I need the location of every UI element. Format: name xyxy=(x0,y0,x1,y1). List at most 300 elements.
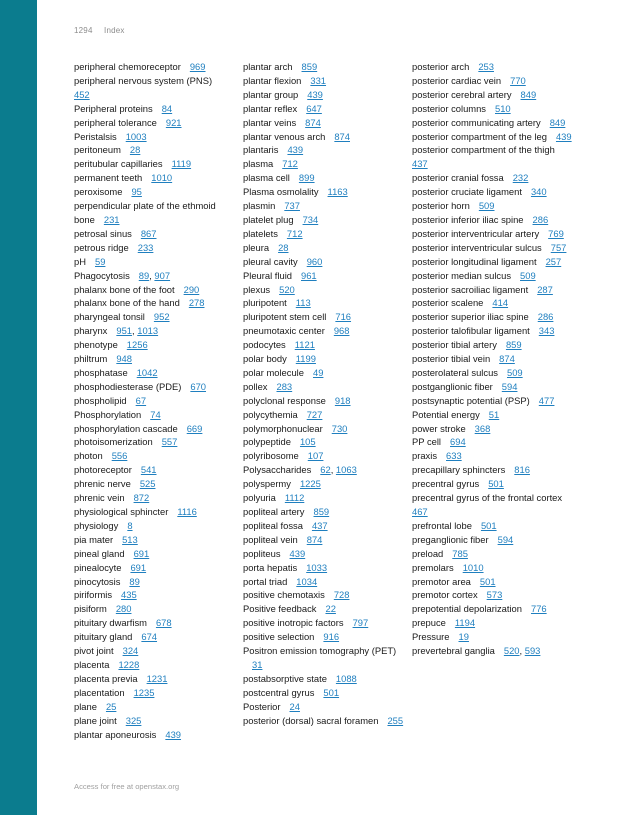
index-entry xyxy=(243,60,405,74)
index-term: prefrontal lobe xyxy=(412,519,472,531)
index-entry xyxy=(412,394,574,408)
index-term: precentral gyrus xyxy=(412,478,480,490)
page-link[interactable]: 593 xyxy=(524,645,541,657)
page-link[interactable]: 8 xyxy=(127,519,133,531)
index-term: plantaris xyxy=(243,144,279,156)
index-term: posterior cerebral artery xyxy=(412,88,512,100)
page-link[interactable]: 951 xyxy=(116,325,133,337)
page-link[interactable]: 343 xyxy=(538,325,555,337)
index-term: placenta xyxy=(74,658,110,670)
page-link[interactable]: 918 xyxy=(334,394,351,406)
page-link[interactable]: 28 xyxy=(129,144,141,156)
page-link[interactable]: 776 xyxy=(530,603,547,615)
page-link[interactable]: 594 xyxy=(497,533,514,545)
page-link[interactable]: 19 xyxy=(458,631,469,643)
page-link[interactable]: 22 xyxy=(325,603,336,615)
index-entry xyxy=(243,672,405,686)
page-link[interactable]: 67 xyxy=(135,394,147,406)
index-entry xyxy=(74,435,236,449)
index-entry xyxy=(412,283,574,297)
page-link[interactable]: 501 xyxy=(323,686,340,698)
page-link[interactable]: 24 xyxy=(289,700,300,712)
index-term: popliteal artery xyxy=(243,506,305,517)
index-term: positive chemotaxis xyxy=(243,589,325,601)
page-link[interactable]: 694 xyxy=(450,436,466,448)
page-link[interactable]: 916 xyxy=(323,631,340,643)
index-term: plantar venous arch xyxy=(243,130,326,142)
page-link[interactable]: 439 xyxy=(287,144,304,156)
page-link[interactable]: 501 xyxy=(479,575,496,587)
page-link[interactable]: 368 xyxy=(474,422,491,434)
page-link[interactable]: 859 xyxy=(505,339,522,351)
index-term: pineal gland xyxy=(74,547,125,559)
page-link[interactable]: 509 xyxy=(506,366,523,378)
index-term: popliteus xyxy=(243,547,281,559)
index-term: platelet plug xyxy=(243,213,294,225)
index-term: plantar veins xyxy=(243,116,297,128)
index-term: petrosal sinus xyxy=(74,227,132,239)
page-link[interactable]: 231 xyxy=(103,213,120,225)
index-entry xyxy=(74,60,236,74)
page-link[interactable]: 1033 xyxy=(306,561,328,573)
page-link[interactable]: 113 xyxy=(295,297,311,309)
page-link[interactable]: 670 xyxy=(190,380,207,392)
index-entry xyxy=(412,227,574,241)
index-entry xyxy=(243,74,405,88)
index-term: posterior longitudinal ligament xyxy=(412,255,537,267)
index-term: Positive feedback xyxy=(243,603,317,615)
page-link[interactable]: 1119 xyxy=(171,158,192,170)
page-link[interactable]: 513 xyxy=(122,533,138,545)
index-column-2 xyxy=(243,60,405,728)
index-term: pollex xyxy=(243,380,268,392)
page-link[interactable]: 107 xyxy=(307,450,324,462)
index-term: posterolateral sulcus xyxy=(412,366,498,378)
index-term: pinocytosis xyxy=(74,575,121,587)
page-link[interactable]: 25 xyxy=(105,700,117,712)
page-link[interactable]: 255 xyxy=(387,714,404,726)
index-term: posterior median sulcus xyxy=(412,269,512,281)
index-term: posterior compartment of the thigh xyxy=(412,144,555,156)
page-link[interactable]: 859 xyxy=(301,61,318,72)
page-link[interactable]: 510 xyxy=(495,102,511,114)
page-link[interactable]: 525 xyxy=(139,478,156,490)
index-term: posterior (dorsal) sacral foramen xyxy=(243,714,379,726)
page-link[interactable]: 287 xyxy=(537,283,553,295)
page-link[interactable]: 1228 xyxy=(118,658,140,670)
index-term: posterior columns xyxy=(412,102,486,114)
page-link[interactable]: 1121 xyxy=(294,339,315,351)
page-link[interactable]: 757 xyxy=(550,241,567,253)
index-term: power stroke xyxy=(412,422,466,434)
index-term: polar molecule xyxy=(243,366,304,378)
index-entry xyxy=(412,630,574,644)
page-link[interactable]: 1225 xyxy=(299,478,321,490)
index-term: photoreceptor xyxy=(74,464,132,476)
index-term: pisiform xyxy=(74,603,107,615)
page-link[interactable]: 669 xyxy=(186,422,203,434)
page-link[interactable]: 51 xyxy=(488,408,500,420)
index-entry xyxy=(412,102,574,116)
page-link[interactable]: 324 xyxy=(122,645,139,657)
index-entry xyxy=(412,310,574,324)
index-entry xyxy=(74,533,236,547)
index-term: plasma cell xyxy=(243,172,290,184)
index-entry xyxy=(74,519,236,533)
index-term: postsynaptic potential (PSP) xyxy=(412,394,530,406)
index-entry xyxy=(243,700,405,714)
page-link[interactable]: 509 xyxy=(520,269,536,281)
index-term: posterior tibial vein xyxy=(412,353,491,365)
index-term: photon xyxy=(74,450,103,462)
page-link[interactable]: 59 xyxy=(94,255,106,267)
page-link[interactable]: 509 xyxy=(478,200,495,212)
page-link[interactable]: 849 xyxy=(520,88,537,100)
index-term: Plasma osmolality xyxy=(243,186,319,198)
page-link[interactable]: 439 xyxy=(165,728,182,740)
page-link[interactable]: 74 xyxy=(150,408,161,420)
index-term: plantar aponeurosis xyxy=(74,728,157,740)
page-link[interactable]: 727 xyxy=(306,408,323,420)
page-link[interactable]: 62 xyxy=(320,464,331,476)
page-link[interactable]: 541 xyxy=(140,464,157,476)
index-entry xyxy=(74,394,236,408)
index-entry xyxy=(243,463,405,477)
index-entry xyxy=(74,380,236,394)
page-link[interactable]: 1235 xyxy=(133,686,155,698)
index-entry xyxy=(243,394,405,408)
index-term: plantar group xyxy=(243,88,299,100)
page-link[interactable]: 439 xyxy=(555,130,572,142)
page-link[interactable]: 414 xyxy=(492,297,509,309)
page-link[interactable]: 691 xyxy=(133,547,150,559)
page-link[interactable]: 961 xyxy=(301,269,317,281)
index-term: popliteal fossa xyxy=(243,519,303,531)
index-entry xyxy=(243,449,405,463)
index-entry xyxy=(412,116,574,130)
index-entry xyxy=(74,171,236,185)
index-entry xyxy=(74,547,236,561)
index-term: polyuria xyxy=(243,492,276,504)
page-link[interactable]: 89 xyxy=(129,575,140,587)
index-term: physiology xyxy=(74,519,119,531)
index-entry xyxy=(74,422,236,436)
page-link[interactable]: 867 xyxy=(140,227,157,239)
index-term: peripheral nervous system (PNS) xyxy=(74,74,213,86)
page-link[interactable]: 232 xyxy=(512,172,529,184)
index-entry xyxy=(243,338,405,352)
index-term: physiological sphincter xyxy=(74,506,169,517)
page-link[interactable]: 1088 xyxy=(335,672,357,684)
index-term: polar body xyxy=(243,353,287,365)
page-link[interactable]: 907 xyxy=(154,269,171,281)
index-entry xyxy=(412,435,574,449)
page-link[interactable]: 520 xyxy=(503,645,520,657)
page-link[interactable]: 278 xyxy=(188,297,205,309)
index-entry xyxy=(74,700,236,714)
page-link[interactable]: 678 xyxy=(155,617,172,629)
index-term: posterior inferior iliac spine xyxy=(412,213,524,225)
index-term: precapillary sphincters xyxy=(412,464,506,476)
index-term: posterior cranial fossa xyxy=(412,172,504,184)
index-entry xyxy=(243,533,405,547)
page-link[interactable]: 594 xyxy=(501,380,518,392)
page-footer: Access for free at openstax.org xyxy=(74,782,180,791)
page-link[interactable]: 253 xyxy=(478,61,494,72)
page-link[interactable]: 960 xyxy=(306,255,323,267)
index-term: plantar reflex xyxy=(243,102,298,114)
index-term: Pressure xyxy=(412,631,450,643)
page-link[interactable]: 734 xyxy=(302,213,319,225)
index-entry xyxy=(412,602,574,616)
index-term: posterior tibial artery xyxy=(412,339,497,351)
index-entry xyxy=(412,60,574,74)
index-entry xyxy=(74,449,236,463)
page-link[interactable]: 952 xyxy=(153,311,170,323)
index-term: phosphatase xyxy=(74,366,128,378)
page-link[interactable]: 1063 xyxy=(335,464,357,476)
index-entry xyxy=(74,130,236,144)
index-term: postganglionic fiber xyxy=(412,380,493,392)
index-term: polymorphonuclear xyxy=(243,422,323,434)
page-link[interactable]: 437 xyxy=(311,519,328,531)
index-term: positive selection xyxy=(243,631,315,643)
page-link[interactable]: 1256 xyxy=(126,339,148,351)
page-separator: , xyxy=(149,269,155,281)
index-entry xyxy=(74,561,236,575)
index-entry xyxy=(74,116,236,130)
index-entry xyxy=(412,143,574,171)
index-term: posterior scalene xyxy=(412,297,484,309)
index-entry xyxy=(74,255,236,269)
index-entry xyxy=(243,171,405,185)
index-entry xyxy=(74,157,236,171)
page-link[interactable]: 1194 xyxy=(454,617,476,629)
index-entry xyxy=(243,588,405,602)
page-link[interactable]: 1199 xyxy=(295,353,316,365)
index-term: plantar arch xyxy=(243,61,293,72)
index-entry xyxy=(243,283,405,297)
page-link[interactable]: 283 xyxy=(276,380,293,392)
page-link[interactable]: 49 xyxy=(312,366,324,378)
index-entry xyxy=(74,658,236,672)
index-term: pivot joint xyxy=(74,645,114,657)
index-term: prepuce xyxy=(412,617,446,629)
index-term: piriformis xyxy=(74,589,113,601)
index-term: pituitary dwarfism xyxy=(74,617,147,629)
page-link[interactable]: 770 xyxy=(510,74,526,86)
index-entry xyxy=(74,269,236,283)
page-link[interactable]: 556 xyxy=(111,450,128,462)
index-term: posterior interventricular artery xyxy=(412,227,540,239)
index-term: pleura xyxy=(243,241,270,253)
page-link[interactable]: 477 xyxy=(538,394,555,406)
index-entry xyxy=(243,547,405,561)
page-link[interactable]: 1116 xyxy=(177,506,197,517)
index-term: plane xyxy=(74,700,97,712)
page-link[interactable]: 874 xyxy=(305,116,321,128)
side-color-band xyxy=(0,0,37,815)
page-link[interactable]: 435 xyxy=(121,589,137,601)
index-term: pH xyxy=(74,255,86,267)
page-link[interactable]: 633 xyxy=(446,450,462,462)
page-link[interactable]: 816 xyxy=(514,464,530,476)
index-entry xyxy=(74,283,236,297)
index-entry xyxy=(243,352,405,366)
index-term: phosphorylation cascade xyxy=(74,422,178,434)
page-link[interactable]: 286 xyxy=(537,311,554,323)
page-link[interactable]: 921 xyxy=(165,116,182,128)
page-link[interactable]: 691 xyxy=(130,561,147,573)
index-term: placentation xyxy=(74,686,125,698)
index-term: posterior horn xyxy=(412,200,470,212)
index-term: phalanx bone of the hand xyxy=(74,297,180,309)
page-link[interactable]: 1163 xyxy=(327,186,348,198)
index-term: pinealocyte xyxy=(74,561,122,573)
page-link[interactable]: 95 xyxy=(131,186,142,198)
index-entry xyxy=(243,616,405,630)
page-link[interactable]: 874 xyxy=(306,533,323,545)
index-entry xyxy=(243,88,405,102)
index-entry xyxy=(74,728,236,742)
index-entry xyxy=(412,352,574,366)
index-entry xyxy=(74,366,236,380)
index-term: posterior interventricular sulcus xyxy=(412,241,542,253)
index-entry xyxy=(74,352,236,366)
index-entry xyxy=(412,547,574,561)
page-link[interactable]: 1003 xyxy=(125,130,147,142)
index-term: pharyngeal tonsil xyxy=(74,311,145,323)
page-link[interactable]: 286 xyxy=(532,213,549,225)
index-term: polyribosome xyxy=(243,450,299,462)
index-entry xyxy=(74,491,236,505)
page-link[interactable]: 849 xyxy=(549,116,566,128)
page-link[interactable]: 290 xyxy=(183,283,200,295)
index-term: pleural cavity xyxy=(243,255,298,267)
page-link[interactable]: 797 xyxy=(352,617,369,629)
page-link[interactable]: 233 xyxy=(137,241,154,253)
index-term: Phagocytosis xyxy=(74,269,130,281)
index-term: posterior compartment of the leg xyxy=(412,130,547,142)
page-link[interactable]: 31 xyxy=(252,658,263,670)
page-link[interactable]: 439 xyxy=(307,88,323,100)
index-column-1 xyxy=(74,60,236,741)
index-entry xyxy=(412,588,574,602)
index-entry xyxy=(74,616,236,630)
index-term: phrenic nerve xyxy=(74,478,131,490)
page-link[interactable]: 769 xyxy=(548,227,564,239)
page-link[interactable]: 467 xyxy=(412,506,428,517)
page-link[interactable]: 1013 xyxy=(137,325,159,337)
page-link[interactable]: 573 xyxy=(486,589,503,601)
page-link[interactable]: 89 xyxy=(138,269,150,281)
page-link[interactable]: 969 xyxy=(189,61,206,72)
page-link[interactable]: 331 xyxy=(310,74,327,86)
index-term: prevertebral ganglia xyxy=(412,645,495,657)
index-term: posterior arch xyxy=(412,61,470,72)
index-entry xyxy=(412,296,574,310)
index-term: peroxisome xyxy=(74,186,123,198)
index-entry xyxy=(243,505,405,519)
page-separator: , xyxy=(330,464,336,476)
page-link[interactable]: 728 xyxy=(333,589,350,601)
page-separator: , xyxy=(519,645,525,657)
page-link[interactable]: 712 xyxy=(286,227,303,239)
page-link[interactable]: 730 xyxy=(331,422,348,434)
index-entry xyxy=(243,435,405,449)
page-link[interactable]: 874 xyxy=(334,130,350,142)
page-link[interactable]: 716 xyxy=(335,311,352,323)
page-link[interactable]: 257 xyxy=(545,255,562,267)
index-term: portal triad xyxy=(243,575,288,587)
index-entry xyxy=(412,88,574,102)
index-entry xyxy=(412,199,574,213)
index-entry xyxy=(412,491,574,519)
index-entry xyxy=(243,519,405,533)
index-term: Phosphorylation xyxy=(74,408,142,420)
page-link[interactable]: 674 xyxy=(141,631,158,643)
page-link[interactable]: 280 xyxy=(115,603,132,615)
page-link[interactable]: 501 xyxy=(480,519,497,531)
index-term: Pleural fluid xyxy=(243,269,292,281)
page-link[interactable]: 28 xyxy=(278,241,289,253)
index-term: plantar flexion xyxy=(243,74,302,86)
page-link[interactable]: 84 xyxy=(161,102,173,114)
page-link[interactable]: 1112 xyxy=(284,492,305,504)
index-entry xyxy=(243,213,405,227)
page-link[interactable]: 874 xyxy=(499,353,515,365)
page-link[interactable]: 1010 xyxy=(151,172,173,184)
page-link[interactable]: 859 xyxy=(313,506,330,517)
page-link[interactable]: 899 xyxy=(298,172,315,184)
index-term: posterior talofibular ligament xyxy=(412,325,530,337)
page-link[interactable]: 520 xyxy=(279,283,295,295)
page-link[interactable]: 1034 xyxy=(296,575,318,587)
index-term: prepotential depolarization xyxy=(412,603,522,615)
page-link[interactable]: 105 xyxy=(299,436,316,448)
index-term: pia mater xyxy=(74,533,114,545)
index-entry xyxy=(243,255,405,269)
index-term: phospholipid xyxy=(74,394,127,406)
page-link[interactable]: 557 xyxy=(161,436,178,448)
index-term: Peripheral proteins xyxy=(74,102,153,114)
page-link[interactable]: 501 xyxy=(488,478,504,490)
index-entry xyxy=(243,366,405,380)
index-entry xyxy=(243,477,405,491)
page-link[interactable]: 712 xyxy=(282,158,298,170)
index-entry xyxy=(412,324,574,338)
page-link[interactable]: 948 xyxy=(116,353,132,365)
index-entry xyxy=(243,324,405,338)
page-link[interactable]: 647 xyxy=(306,102,322,114)
page-link[interactable]: 968 xyxy=(333,325,350,337)
page-link[interactable]: 452 xyxy=(74,88,90,100)
page-link[interactable]: 1042 xyxy=(136,366,158,378)
index-entry xyxy=(412,338,574,352)
index-term: plexus xyxy=(243,283,271,295)
page-link[interactable]: 325 xyxy=(125,714,142,726)
page-link[interactable]: 785 xyxy=(452,547,468,559)
page-link[interactable]: 437 xyxy=(412,158,428,170)
page-link[interactable]: 1010 xyxy=(462,561,484,573)
index-term: petrous ridge xyxy=(74,241,129,253)
page-link[interactable]: 439 xyxy=(289,547,306,559)
page-link[interactable]: 1231 xyxy=(146,672,168,684)
page-link[interactable]: 340 xyxy=(530,186,547,198)
index-entry xyxy=(243,408,405,422)
page-link[interactable]: 872 xyxy=(133,492,150,504)
page-link[interactable]: 737 xyxy=(284,200,300,212)
